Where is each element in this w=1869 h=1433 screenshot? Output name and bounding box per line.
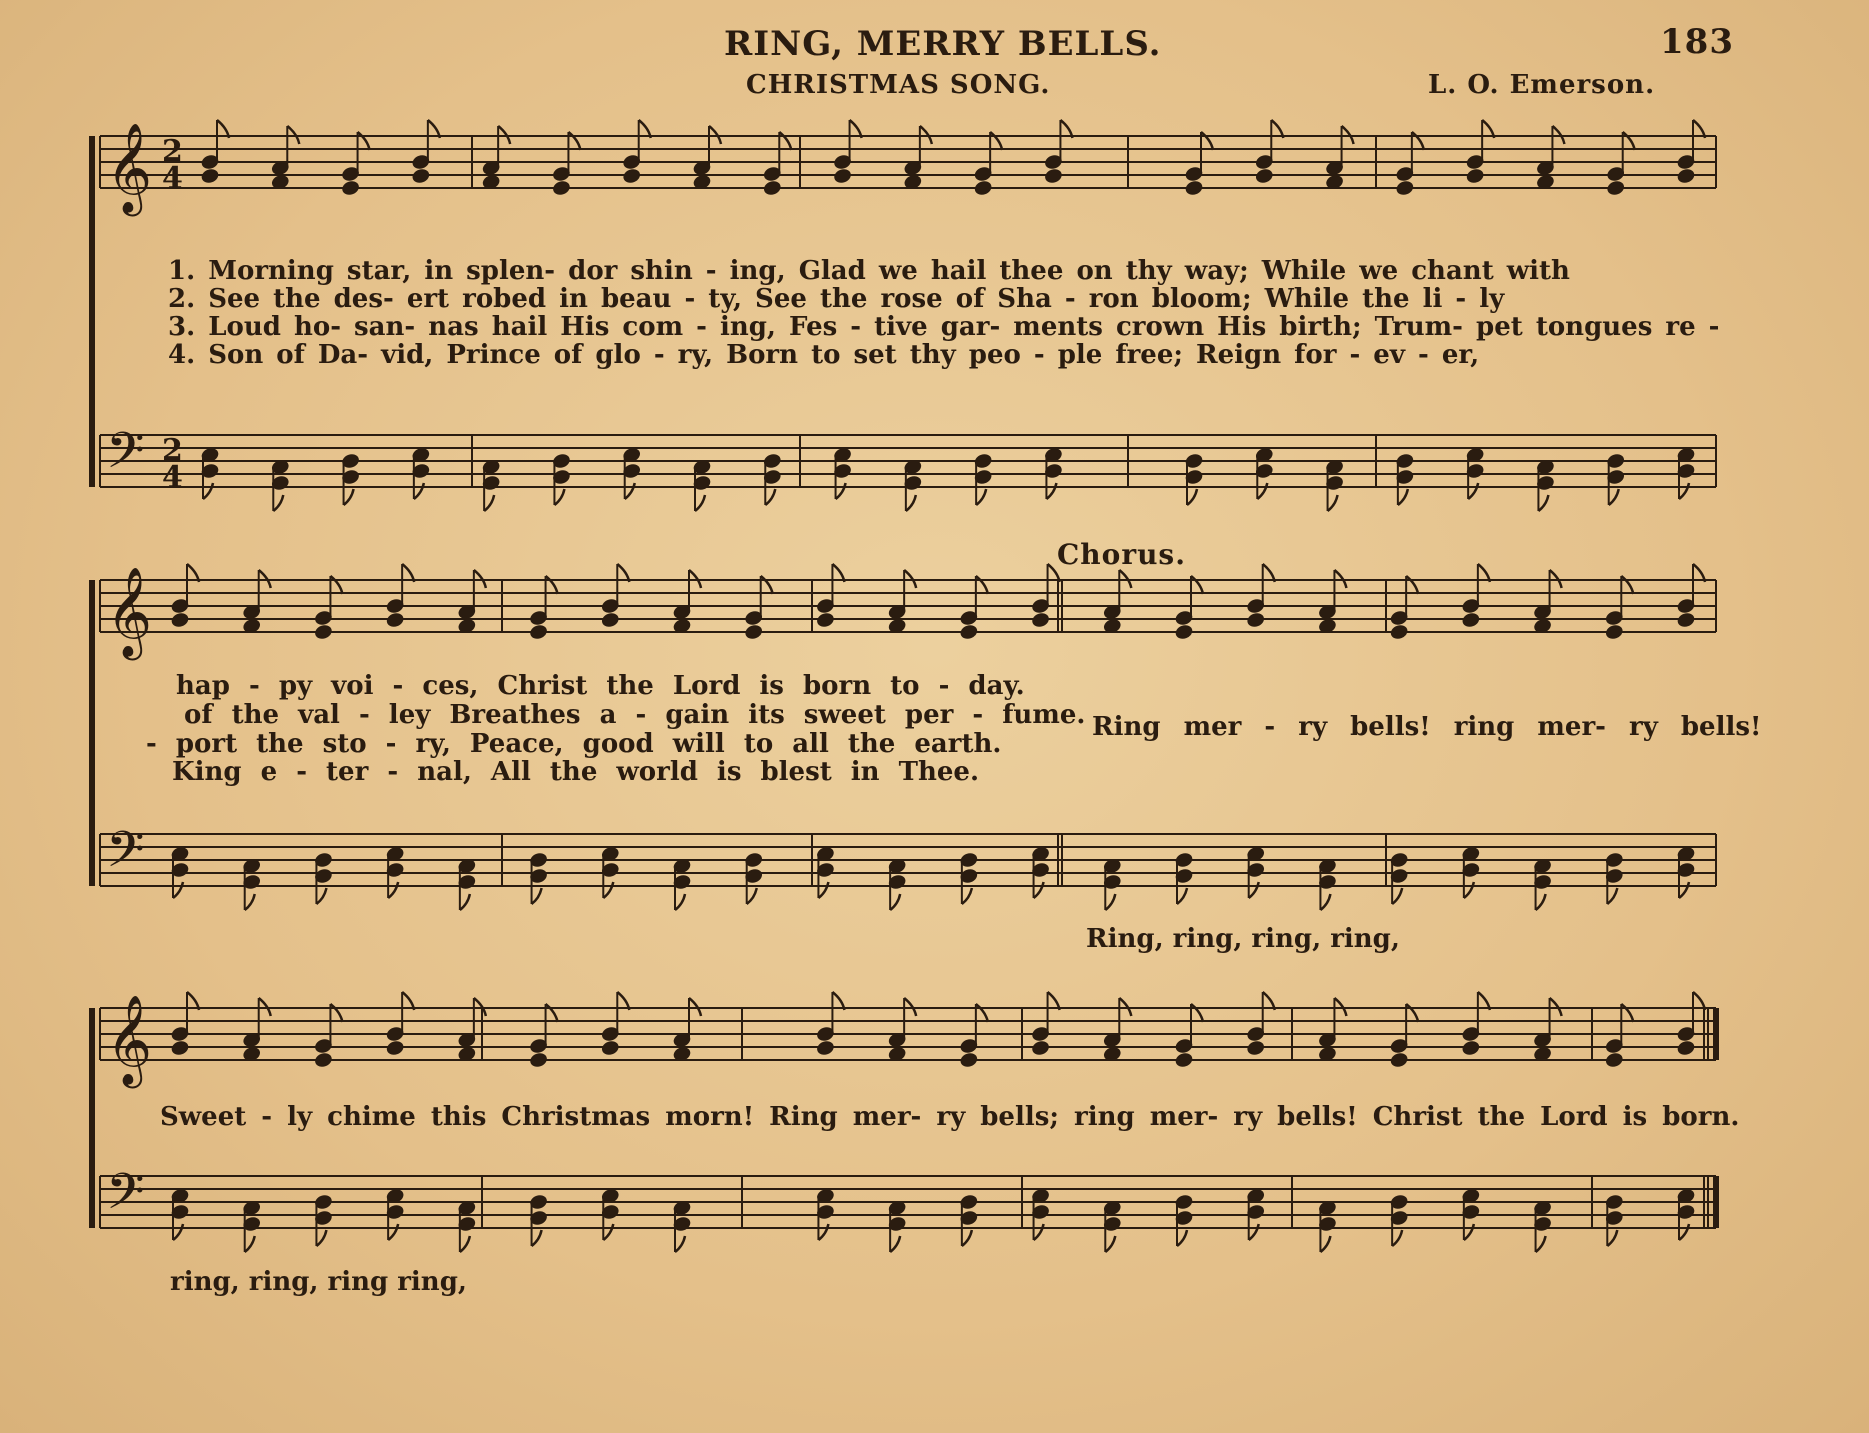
note-head: [1676, 168, 1695, 185]
note-head: [1246, 612, 1265, 629]
note-head: [200, 168, 219, 185]
note-flag: [1177, 1230, 1187, 1246]
note-flag: [1536, 894, 1546, 910]
note-head: [552, 180, 571, 197]
note-flag: [1328, 495, 1338, 511]
note-head: [601, 1040, 620, 1057]
note-flag: [203, 483, 213, 499]
song-title: RING, MERRY BELLS.: [724, 24, 1162, 64]
note-flag: [245, 894, 255, 910]
note-flag: [173, 1224, 183, 1240]
note-flag: [388, 882, 398, 898]
note-flag: [1406, 1004, 1418, 1022]
note-flag: [344, 489, 354, 505]
note-flag: [532, 1230, 542, 1246]
note-head: [386, 612, 405, 629]
note-head: [1676, 612, 1695, 629]
note-head: [341, 180, 360, 197]
note-flag: [1257, 483, 1267, 499]
bass-clef: 𝄢: [106, 821, 145, 891]
note-flag: [1621, 1004, 1633, 1022]
chorus-label: Chorus.: [1057, 538, 1186, 571]
note-head: [816, 612, 835, 629]
note-flag: [1320, 894, 1330, 910]
note-flag: [1249, 1224, 1259, 1240]
note-head: [1461, 1040, 1480, 1057]
verse-4-line-2: King e - ter - nal, All the world is blest in Thee.: [172, 757, 980, 787]
note-head: [1676, 1040, 1695, 1057]
note-flag: [1468, 483, 1478, 499]
note-flag: [532, 888, 542, 904]
note-flag: [1046, 483, 1056, 499]
note-flag: [330, 576, 342, 594]
note-flag: [546, 1004, 558, 1022]
composer-credit: L. O. Emerson.: [1428, 70, 1656, 100]
bass-ring-line-1: Ring, ring, ring, ring,: [1086, 924, 1400, 954]
note-flag: [358, 132, 370, 150]
note-head: [170, 612, 189, 629]
verse-4-line-1: 4. Son of Da- vid, Prince of glo - ry, Born to set thy peo - ple free; Reign for - ev - er,: [168, 340, 1480, 370]
note-flag: [1034, 882, 1044, 898]
note-head: [1606, 180, 1625, 197]
note-head: [1184, 180, 1203, 197]
note-flag: [330, 1004, 342, 1022]
note-flag: [388, 1224, 398, 1240]
note-head: [411, 168, 430, 185]
note-flag: [1538, 495, 1548, 511]
verse-1-line-1: 1. Morning star, in splen- dor shin - ing, Glad we hail thee on thy way; While we chant with: [168, 256, 1570, 286]
time-signature-denominator: 4: [162, 460, 183, 495]
note-flag: [1392, 888, 1402, 904]
note-flag: [316, 888, 326, 904]
note-flag: [1191, 576, 1203, 594]
note-head: [1390, 1052, 1409, 1069]
note-flag: [1187, 489, 1197, 505]
note-head: [1174, 1052, 1193, 1069]
note-head: [1605, 624, 1624, 641]
note-head: [1461, 612, 1480, 629]
note-head: [1466, 168, 1485, 185]
note-flag: [962, 1230, 972, 1246]
note-flag: [1464, 882, 1474, 898]
verse-1-line-2: hap - py voi - ces, Christ the Lord is born to - day.: [176, 671, 1025, 701]
note-flag: [603, 1224, 613, 1240]
note-flag: [568, 132, 580, 150]
note-flag: [976, 1004, 988, 1022]
note-flag: [962, 888, 972, 904]
note-flag: [761, 576, 773, 594]
note-flag: [675, 894, 685, 910]
note-flag: [1406, 576, 1418, 594]
note-flag: [765, 489, 775, 505]
note-flag: [1679, 1224, 1689, 1240]
note-flag: [1412, 132, 1424, 150]
note-flag: [1679, 882, 1689, 898]
note-flag: [1609, 489, 1619, 505]
verse-3-line-1: 3. Loud ho- san- nas hail His com - ing, Fes - tive gar- ments crown His birth; Trum- pet tongues re -: [168, 312, 1720, 342]
treble-clef: 𝄞: [106, 995, 153, 1085]
note-flag: [1607, 1230, 1617, 1246]
note-flag: [1191, 1004, 1203, 1022]
note-flag: [906, 495, 916, 511]
note-head: [763, 180, 782, 197]
note-head: [1246, 1040, 1265, 1057]
bass-ring-line-2: ring, ring, ring ring,: [170, 1267, 467, 1297]
note-head: [170, 1040, 189, 1057]
note-flag: [890, 1236, 900, 1252]
note-flag: [1398, 489, 1408, 505]
note-flag: [818, 1224, 828, 1240]
note-head: [529, 1052, 548, 1069]
verse-3-line-2: - port the sto - ry, Peace, good will to all the earth.: [146, 729, 1002, 759]
note-flag: [1177, 888, 1187, 904]
note-head: [314, 624, 333, 641]
note-flag: [1249, 882, 1259, 898]
note-head: [1395, 180, 1414, 197]
note-flag: [273, 495, 283, 511]
note-head: [959, 1052, 978, 1069]
note-flag: [460, 894, 470, 910]
note-flag: [990, 132, 1002, 150]
note-flag: [1105, 894, 1115, 910]
time-signature-numerator: 2: [162, 134, 183, 169]
bass-clef: 𝄢: [106, 422, 145, 492]
note-flag: [1464, 1224, 1474, 1240]
note-head: [314, 1052, 333, 1069]
note-flag: [554, 489, 564, 505]
note-flag: [1621, 576, 1633, 594]
note-flag: [1607, 888, 1617, 904]
note-flag: [546, 576, 558, 594]
note-flag: [460, 1236, 470, 1252]
chorus-lyric-line-1: Ring mer - ry bells! ring mer- ry bells!: [1092, 712, 1762, 742]
note-flag: [1623, 132, 1635, 150]
note-flag: [779, 132, 791, 150]
note-flag: [976, 576, 988, 594]
note-head: [1255, 168, 1274, 185]
page-number: 183: [1660, 22, 1734, 62]
note-head: [601, 612, 620, 629]
note-flag: [1392, 1230, 1402, 1246]
note-head: [744, 624, 763, 641]
note-head: [816, 1040, 835, 1057]
note-head: [1174, 624, 1193, 641]
note-head: [974, 180, 993, 197]
time-signature-denominator: 4: [162, 161, 183, 196]
note-flag: [890, 894, 900, 910]
note-flag: [484, 495, 494, 511]
note-flag: [1320, 1236, 1330, 1252]
verse-2-line-1: 2. See the des- ert robed in beau - ty, See the rose of Sha - ron bloom; While the li - ly: [168, 284, 1505, 314]
note-flag: [675, 1236, 685, 1252]
note-head: [529, 624, 548, 641]
note-flag: [173, 882, 183, 898]
treble-clef: 𝄞: [106, 567, 153, 657]
note-head: [386, 1040, 405, 1057]
note-head: [833, 168, 852, 185]
note-flag: [1105, 1236, 1115, 1252]
verse-2-line-2: of the val - ley Breathes a - gain its sweet per - fume.: [184, 700, 1086, 730]
note-head: [1031, 1040, 1050, 1057]
note-flag: [1034, 1224, 1044, 1240]
note-head: [1390, 624, 1409, 641]
song-subtitle: CHRISTMAS SONG.: [746, 70, 1051, 100]
note-head: [1044, 168, 1063, 185]
time-signature-numerator: 2: [162, 433, 183, 468]
note-head: [1031, 612, 1050, 629]
note-flag: [747, 888, 757, 904]
note-head: [622, 168, 641, 185]
note-head: [959, 624, 978, 641]
note-flag: [818, 882, 828, 898]
bass-clef: 𝄢: [106, 1163, 145, 1233]
chorus-lyric-line-2: Sweet - ly chime this Christmas morn! Ring mer- ry bells; ring mer- ry bells! Christ the Lord is born.: [160, 1102, 1740, 1132]
note-flag: [414, 483, 424, 499]
note-flag: [245, 1236, 255, 1252]
note-flag: [603, 882, 613, 898]
note-flag: [316, 1230, 326, 1246]
note-flag: [836, 483, 846, 499]
note-flag: [1679, 483, 1689, 499]
note-flag: [625, 483, 635, 499]
note-flag: [695, 495, 705, 511]
note-head: [1605, 1052, 1624, 1069]
note-flag: [1536, 1236, 1546, 1252]
note-flag: [976, 489, 986, 505]
note-flag: [1201, 132, 1213, 150]
treble-clef: 𝄞: [106, 123, 153, 213]
